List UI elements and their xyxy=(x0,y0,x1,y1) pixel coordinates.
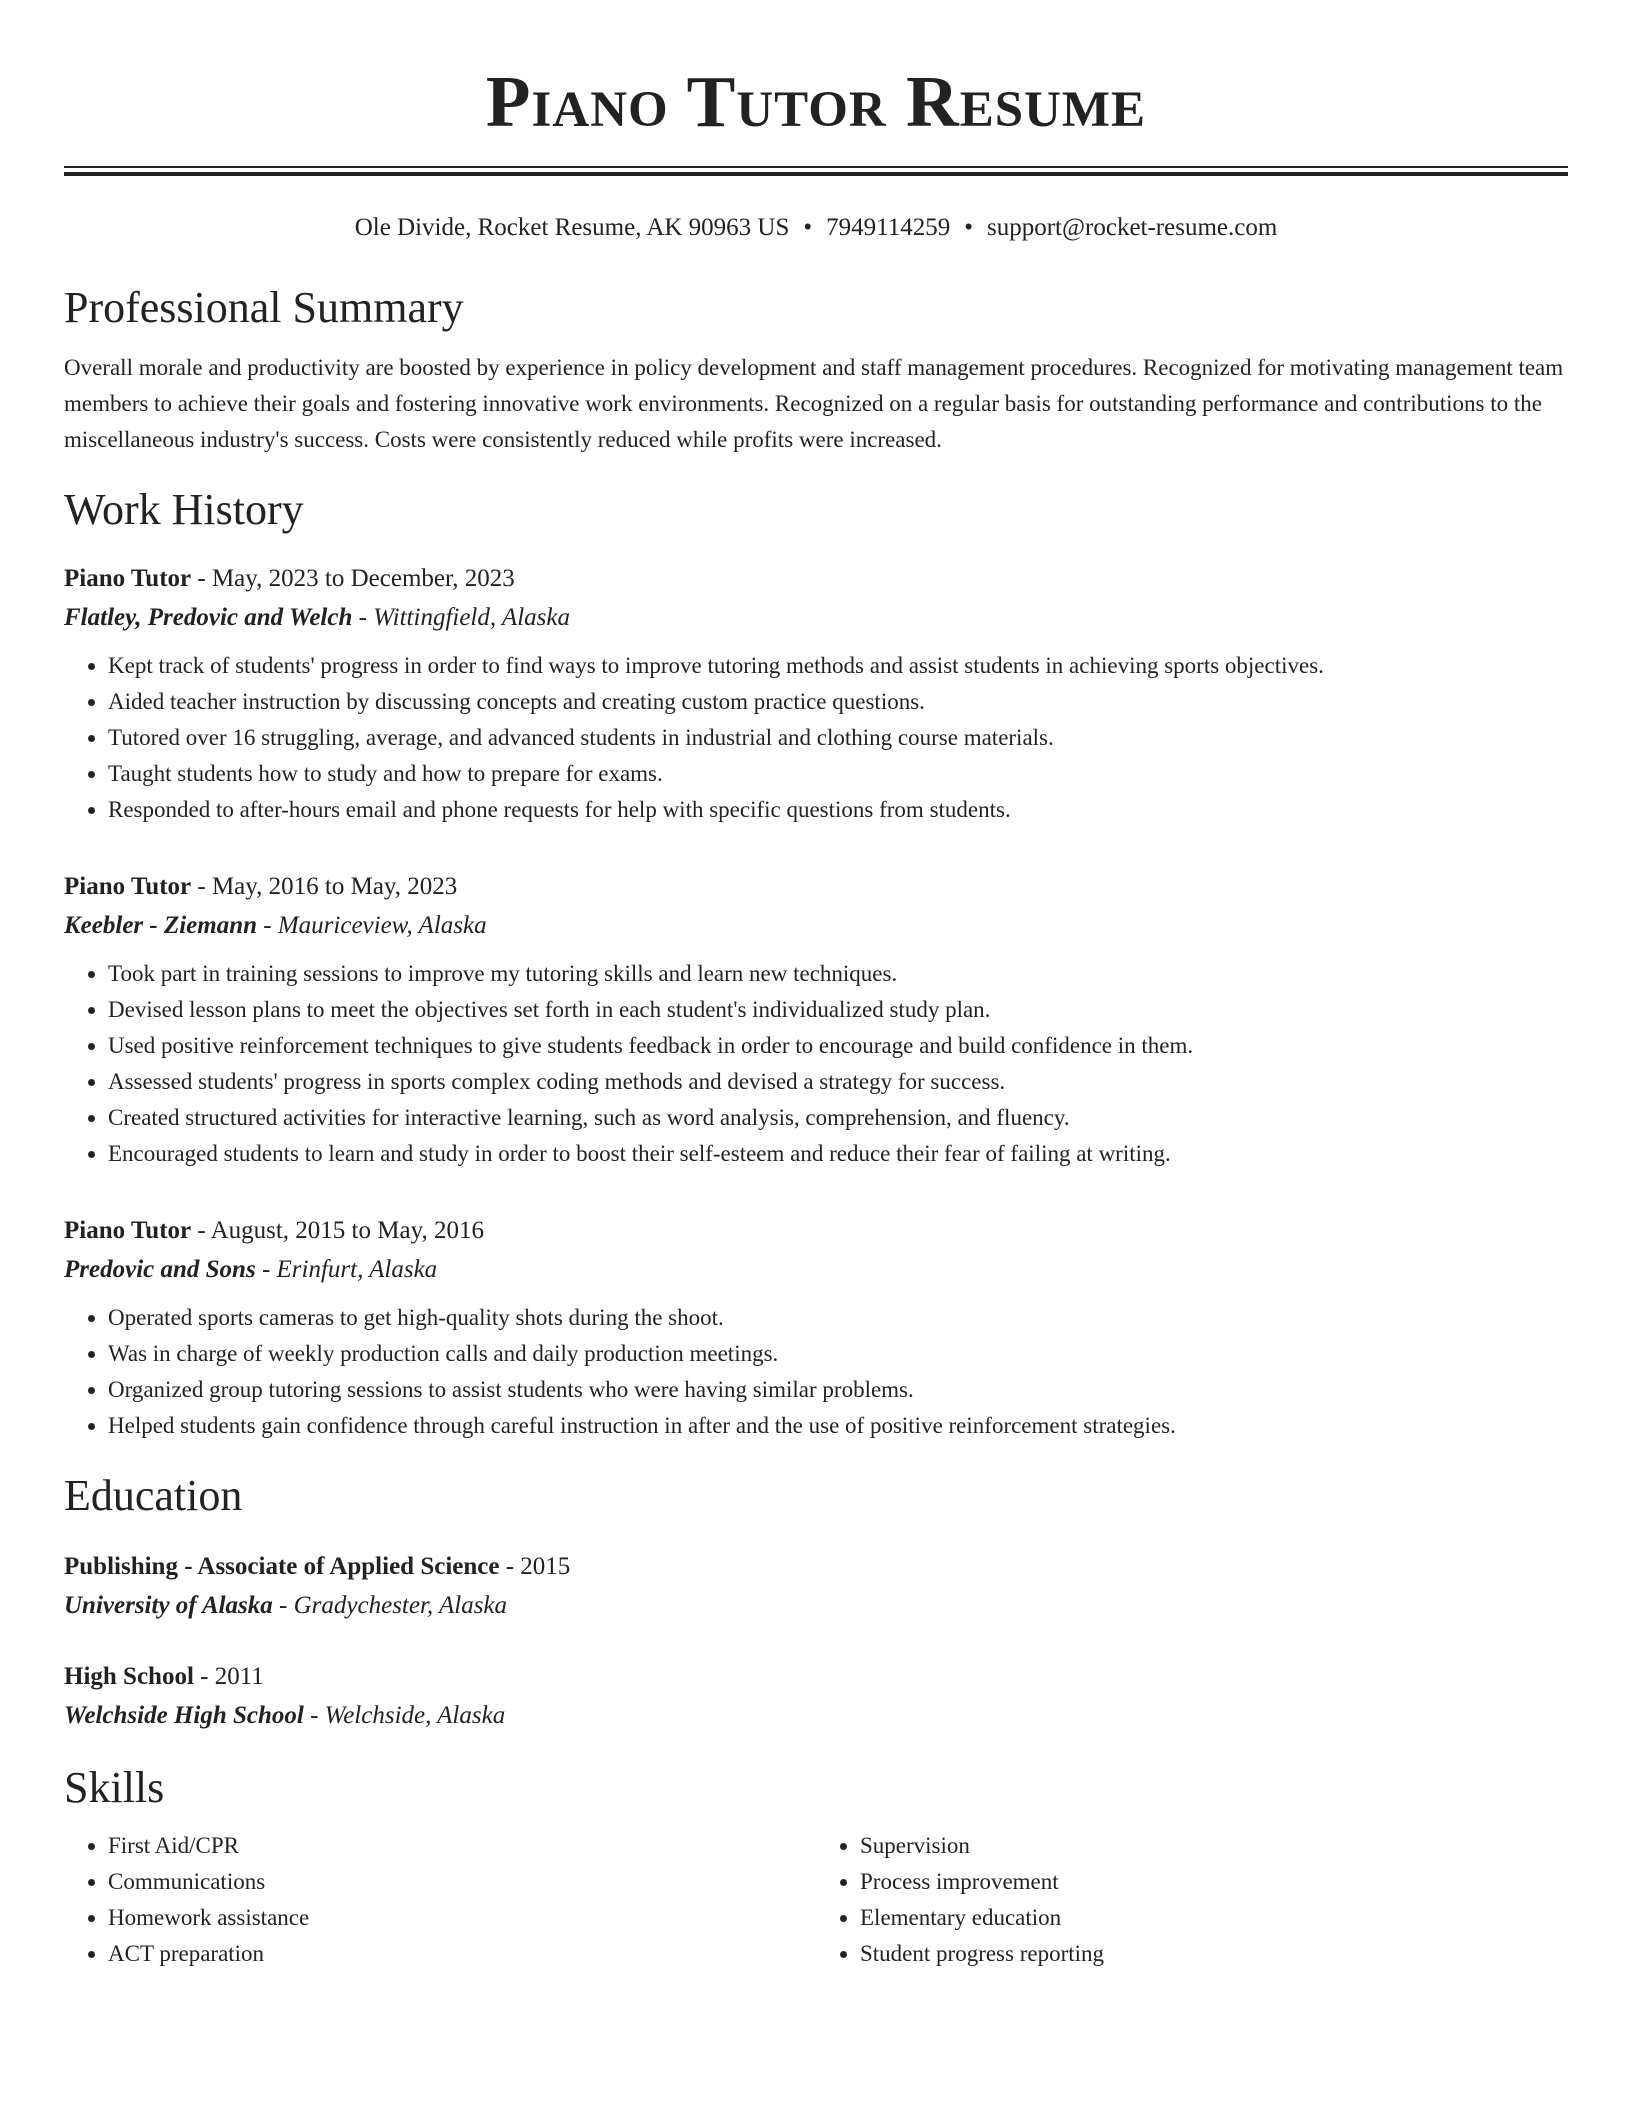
contact-address: Ole Divide, Rocket Resume, AK 90963 US xyxy=(354,214,790,241)
job-title: Piano Tutor xyxy=(64,1217,192,1244)
education-degree: High School xyxy=(64,1663,194,1690)
education-degree-line xyxy=(64,1658,1568,1696)
job-bullet: • Organized group tutoring sessions to assist students who were having similar problems. xyxy=(108,1372,1568,1408)
education-year: - 2011 xyxy=(193,1663,264,1690)
page-title: Piano Tutor Resume xyxy=(485,61,1147,142)
skill-item: • Supervision xyxy=(860,1828,1568,1864)
job-title: Piano Tutor xyxy=(64,565,192,592)
contact-email: support@rocket-resume.com xyxy=(987,214,1278,241)
work-history-heading: Work History xyxy=(64,485,304,534)
job-bullet: • Kept track of students' progress in order to find ways to improve tutoring methods and assist students in achieving sports objectives. xyxy=(108,648,1568,684)
education-entry xyxy=(64,1548,1568,1626)
skill-item: • Elementary education xyxy=(860,1900,1568,1936)
job-employer-line xyxy=(64,598,1568,638)
job-title-line xyxy=(64,560,1568,598)
job-bullet: • Took part in training sessions to improve my tutoring skills and learn new techniques. xyxy=(108,956,1568,992)
job-employer: Predovic and Sons xyxy=(64,1256,256,1283)
education-location: - Gradychester, Alaska xyxy=(272,1592,508,1619)
summary-text: Overall morale and productivity are boosted by experience in policy development and staff management procedures. Recognized for motivating management team members to achieve their goals and fostering innovative work environments. Recognized on a regular basis for outstanding performance and contributions to the miscellaneous industry's success. Costs were consistently reduced while profits were increased. xyxy=(64,355,1564,452)
job-bullet: • Responded to after-hours email and phone requests for help with specific questions from students. xyxy=(108,792,1568,828)
job-bullet: • Assessed students' progress in sports complex coding methods and devised a strategy for success. xyxy=(108,1064,1568,1100)
job-bullet: • Created structured activities for interactive learning, such as word analysis, comprehension, and fluency. xyxy=(108,1100,1568,1136)
skills-heading: Skills xyxy=(64,1763,165,1812)
education-school-line xyxy=(64,1586,1568,1626)
skill-item: • First Aid/CPR xyxy=(108,1828,816,1864)
job-employer: Keebler - Ziemann xyxy=(64,912,258,939)
job-employer-line xyxy=(64,1250,1568,1290)
education-degree-line xyxy=(64,1548,1568,1586)
contact-separator: • xyxy=(964,214,973,241)
job-dates: - May, 2016 to May, 2023 xyxy=(191,873,458,900)
contact-line xyxy=(64,212,1568,244)
skill-item: • Student progress reporting xyxy=(860,1936,1568,1972)
job-bullet: • Encouraged students to learn and study in order to boost their self-esteem and reduce their fear of failing at writing. xyxy=(108,1136,1568,1172)
job-bullets xyxy=(64,956,1568,1172)
job-bullet: • Operated sports cameras to get high-quality shots during the shoot. xyxy=(108,1300,1568,1336)
education-entry xyxy=(64,1658,1568,1736)
job-bullet: • Taught students how to study and how to prepare for exams. xyxy=(108,756,1568,792)
contact-phone: 7949114259 xyxy=(826,214,951,241)
job-title-line xyxy=(64,1212,1568,1250)
education-school: University of Alaska xyxy=(64,1592,273,1619)
skills-list-right xyxy=(816,1828,1568,1972)
skill-item: • Process improvement xyxy=(860,1864,1568,1900)
job-location: - Erinfurt, Alaska xyxy=(255,1256,438,1283)
skills-columns xyxy=(64,1828,1568,1972)
skills-list-left xyxy=(64,1828,816,1972)
job-bullet: • Aided teacher instruction by discussing concepts and creating custom practice questions. xyxy=(108,684,1568,720)
contact-separator: • xyxy=(803,214,813,241)
job-title: Piano Tutor xyxy=(64,873,192,900)
job-title-line xyxy=(64,868,1568,906)
job-bullet: • Used positive reinforcement techniques to give students feedback in order to encourage and build confidence in them. xyxy=(108,1028,1568,1064)
job-employer-line xyxy=(64,906,1568,946)
job-bullets xyxy=(64,648,1568,828)
job-entry xyxy=(64,1212,1568,1444)
job-entry xyxy=(64,868,1568,1172)
job-bullet: • Helped students gain confidence through careful instruction in after and the use of positive reinforcement strategies. xyxy=(108,1408,1568,1444)
title-divider xyxy=(64,166,1568,176)
education-location: - Welchside, Alaska xyxy=(303,1702,506,1729)
education-degree: Publishing - Associate of Applied Science xyxy=(64,1553,500,1580)
job-entry xyxy=(64,560,1568,828)
job-employer: Flatley, Predovic and Welch xyxy=(64,604,353,631)
job-dates: - August, 2015 to May, 2016 xyxy=(191,1217,484,1244)
job-location: - Mauriceview, Alaska xyxy=(257,912,487,939)
skill-item: • Communications xyxy=(108,1864,816,1900)
education-heading: Education xyxy=(64,1471,243,1520)
job-location: - Wittingfield, Alaska xyxy=(352,604,570,631)
skill-item: • Homework assistance xyxy=(108,1900,816,1936)
job-bullets xyxy=(64,1300,1568,1444)
job-bullet: • Was in charge of weekly production calls and daily production meetings. xyxy=(108,1336,1568,1372)
summary-heading: Professional Summary xyxy=(64,283,464,332)
education-school-line xyxy=(64,1696,1568,1736)
job-bullet: • Tutored over 16 struggling, average, and advanced students in industrial and clothing course materials. xyxy=(108,720,1568,756)
education-school: Welchside High School xyxy=(64,1702,304,1729)
education-year: - 2015 xyxy=(499,1553,571,1580)
job-dates: - May, 2023 to December, 2023 xyxy=(191,565,515,592)
skill-item: • ACT preparation xyxy=(108,1936,816,1972)
job-bullet: • Devised lesson plans to meet the objectives set forth in each student's individualized study plan. xyxy=(108,992,1568,1028)
